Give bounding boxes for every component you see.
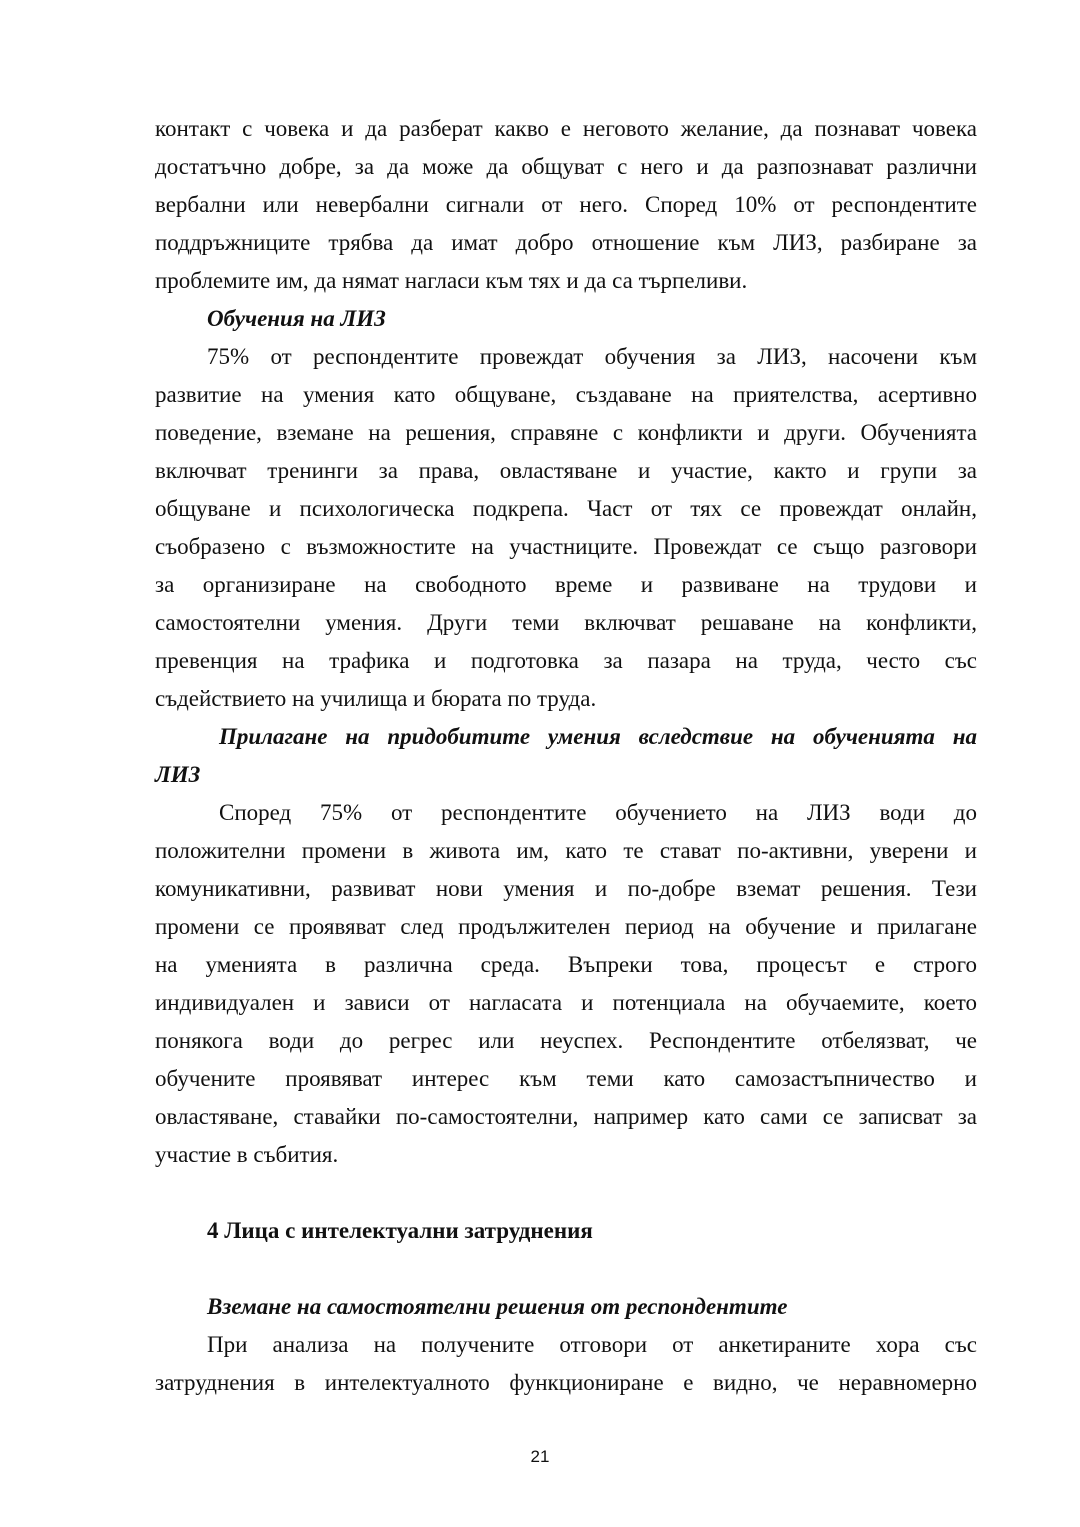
text-line: поведение, вземане на решения, справяне с конфликти и други. Обученията xyxy=(155,420,977,445)
text-line: превенция на трафика и подготовка за пазара на труда, често със xyxy=(155,648,977,673)
text-line: поддръжниците трябва да имат добро отношение към ЛИЗ, разбиране за xyxy=(155,230,977,255)
paragraph-training xyxy=(155,338,977,718)
spacer xyxy=(155,1174,977,1212)
text-line: ЛИЗ xyxy=(155,762,201,787)
text-line: на уменията в различна среда. Въпреки това, процесът е строго xyxy=(155,952,977,977)
text-line: положителни промени в живота им, като те стават по-активни, уверени и xyxy=(155,838,977,863)
paragraph-analysis xyxy=(155,1326,977,1402)
paragraph-application xyxy=(155,794,977,1174)
text-line: вербални или невербални сигнали от него. Според 10% от респондентите xyxy=(155,192,977,217)
text-line: овластяване, ставайки по-самостоятелни, например като сами се записват за xyxy=(155,1104,977,1129)
text-line: за организиране на свободното време и развиване на трудови и xyxy=(155,572,977,597)
page-number: 21 xyxy=(530,1447,550,1466)
text-line: самостоятелни умения. Други теми включват решаване на конфликти, xyxy=(155,610,977,635)
text-line: проблемите им, да нямат нагласи към тях и да са търпеливи. xyxy=(155,268,748,293)
text-line: развитие на умения като общуване, създаване на приятелства, асертивно xyxy=(155,382,977,407)
text-line: понякога води до регрес или неуспех. Респондентите отбелязват, че xyxy=(155,1028,977,1053)
document-page xyxy=(155,110,977,1402)
text-line: достатъчно добре, за да може да общуват с него и да разпознават различни xyxy=(155,154,977,179)
text-line: участие в събития. xyxy=(155,1142,339,1167)
text-line: 75% от респондентите провеждат обучения за ЛИЗ, насочени към xyxy=(207,344,977,369)
text-line: индивидуален и зависи от нагласата и потенциала на обучаемите, което xyxy=(155,990,977,1015)
text-line: съобразено с възможностите на участниците. Провеждат се също разговори xyxy=(155,534,977,559)
text-line: контакт с човека и да разберат какво е неговото желание, да познават човека xyxy=(155,116,977,141)
text-line: общуване и психологическа подкрепа. Част от тях се провеждат онлайн, xyxy=(155,496,977,521)
paragraph-intro xyxy=(155,110,977,300)
text-line: включват тренинги за права, овластяване и участие, както и групи за xyxy=(155,458,977,483)
text-line: промени се проявяват след продължителен период на обучение и прилагане xyxy=(155,914,977,939)
text-line: комуникативни, развиват нови умения и по-добре вземат решения. Тези xyxy=(155,876,977,901)
subheading-decisions: Вземане на самостоятелни решения от респондентите xyxy=(207,1294,788,1319)
text-line: съдействието на училища и бюрата по труда. xyxy=(155,686,597,711)
text-line: затруднения в интелектуалното функциониране е видно, че неравномерно xyxy=(155,1370,977,1395)
subheading-application xyxy=(155,718,977,794)
spacer xyxy=(155,1250,977,1288)
section-heading: 4 Лица с интелектуални затруднения xyxy=(207,1218,593,1243)
text-line: Прилагане на придобитите умения вследствие на обученията на xyxy=(219,724,977,749)
subheading-training: Обучения на ЛИЗ xyxy=(207,306,386,331)
text-line: обучените проявяват интерес към теми като самозастъпничество и xyxy=(155,1066,977,1091)
text-line: При анализа на получените отговори от анкетираните хора със xyxy=(207,1332,977,1357)
text-line: Според 75% от респондентите обучението на ЛИЗ води до xyxy=(219,800,977,825)
